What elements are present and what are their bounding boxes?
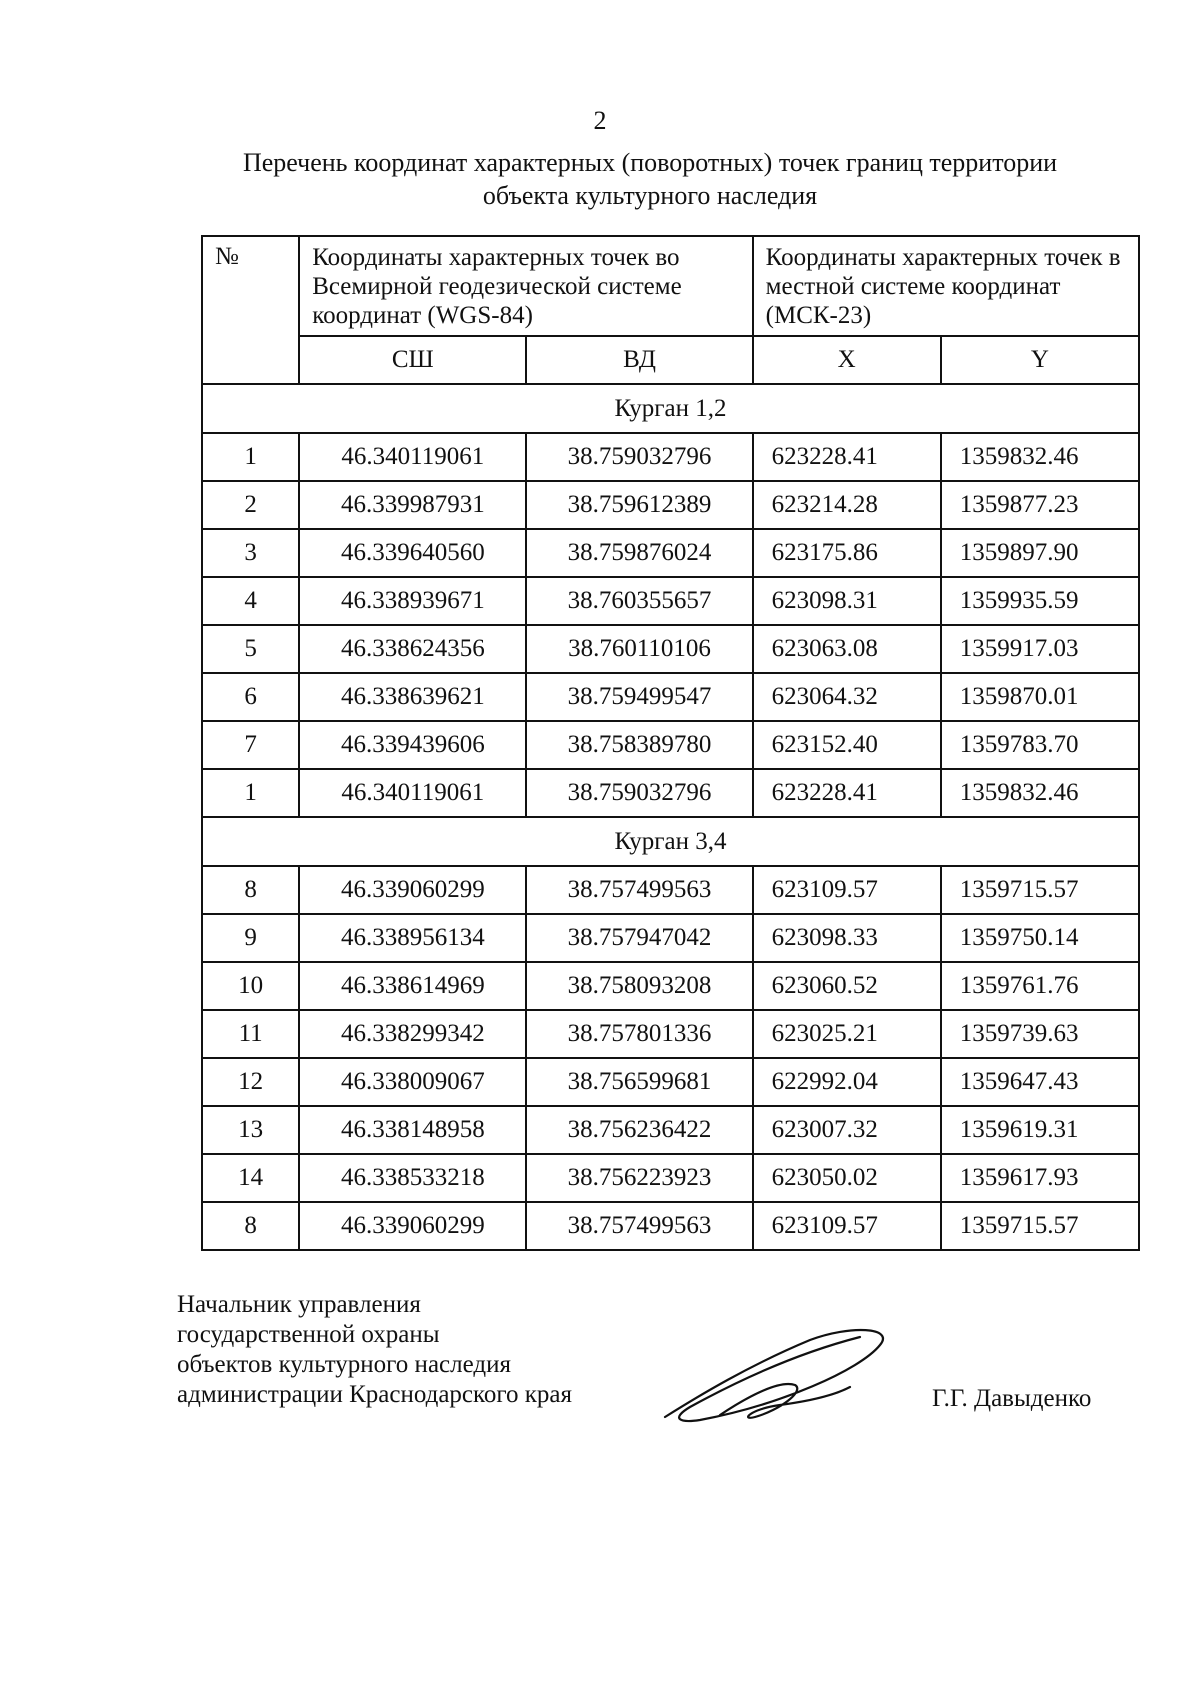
cell-lat: 46.338614969 bbox=[299, 962, 526, 1010]
cell-lon: 38.759499547 bbox=[526, 673, 752, 721]
cell-x: 623175.86 bbox=[753, 529, 941, 577]
table-row bbox=[202, 1154, 1139, 1202]
cell-y: 1359897.90 bbox=[941, 529, 1139, 577]
cell-x: 623007.32 bbox=[753, 1106, 941, 1154]
cell-y: 1359877.23 bbox=[941, 481, 1139, 529]
signatory-position-line: государственной охраны bbox=[177, 1321, 440, 1348]
table-row bbox=[202, 962, 1139, 1010]
cell-lat: 46.338148958 bbox=[299, 1106, 526, 1154]
signatory-name: Г.Г. Давыденко bbox=[932, 1385, 1092, 1412]
header-wgs-group: Координаты характерных точек во Всемирной геодезической системе координат (WGS-84) bbox=[299, 236, 752, 336]
cell-num: 13 bbox=[202, 1106, 299, 1154]
cell-x: 623025.21 bbox=[753, 1010, 941, 1058]
table-body bbox=[202, 384, 1139, 1250]
cell-num: 10 bbox=[202, 962, 299, 1010]
cell-lon: 38.756223923 bbox=[526, 1154, 752, 1202]
cell-x: 623050.02 bbox=[753, 1154, 941, 1202]
section-title: Курган 1,2 bbox=[202, 384, 1139, 433]
cell-y: 1359647.43 bbox=[941, 1058, 1139, 1106]
cell-y: 1359750.14 bbox=[941, 914, 1139, 962]
table-row bbox=[202, 433, 1139, 481]
cell-num: 6 bbox=[202, 673, 299, 721]
cell-lat: 46.339060299 bbox=[299, 866, 526, 914]
cell-lat: 46.338299342 bbox=[299, 1010, 526, 1058]
cell-num: 7 bbox=[202, 721, 299, 769]
cell-x: 623228.41 bbox=[753, 769, 941, 817]
cell-lon: 38.757499563 bbox=[526, 1202, 752, 1250]
cell-lon: 38.759876024 bbox=[526, 529, 752, 577]
cell-lon: 38.757947042 bbox=[526, 914, 752, 962]
cell-lon: 38.759612389 bbox=[526, 481, 752, 529]
cell-y: 1359761.76 bbox=[941, 962, 1139, 1010]
header-lon: ВД bbox=[526, 336, 752, 384]
header-number: № bbox=[202, 236, 299, 384]
signatory-position bbox=[177, 1290, 572, 1410]
cell-lon: 38.757499563 bbox=[526, 866, 752, 914]
cell-lat: 46.338533218 bbox=[299, 1154, 526, 1202]
page-number: 2 bbox=[593, 106, 607, 135]
cell-lat: 46.338624356 bbox=[299, 625, 526, 673]
header-y: Y bbox=[941, 336, 1139, 384]
cell-x: 623060.52 bbox=[753, 962, 941, 1010]
cell-lat: 46.339987931 bbox=[299, 481, 526, 529]
cell-y: 1359935.59 bbox=[941, 577, 1139, 625]
cell-lon: 38.756236422 bbox=[526, 1106, 752, 1154]
table-row bbox=[202, 914, 1139, 962]
signatory-position-line: администрации Краснодарского края bbox=[177, 1381, 573, 1408]
cell-x: 623109.57 bbox=[753, 866, 941, 914]
cell-x: 623214.28 bbox=[753, 481, 941, 529]
cell-num: 4 bbox=[202, 577, 299, 625]
signatory-position-line: Начальник управления bbox=[177, 1291, 421, 1318]
cell-y: 1359739.63 bbox=[941, 1010, 1139, 1058]
cell-y: 1359617.93 bbox=[941, 1154, 1139, 1202]
cell-num: 9 bbox=[202, 914, 299, 962]
section-row bbox=[202, 384, 1139, 433]
cell-y: 1359783.70 bbox=[941, 721, 1139, 769]
table-row bbox=[202, 673, 1139, 721]
cell-x: 622992.04 bbox=[753, 1058, 941, 1106]
cell-y: 1359917.03 bbox=[941, 625, 1139, 673]
table-row bbox=[202, 866, 1139, 914]
table-row bbox=[202, 481, 1139, 529]
table-row bbox=[202, 1010, 1139, 1058]
table-row bbox=[202, 721, 1139, 769]
cell-y: 1359715.57 bbox=[941, 866, 1139, 914]
cell-x: 623063.08 bbox=[753, 625, 941, 673]
table-row bbox=[202, 529, 1139, 577]
table-row bbox=[202, 1202, 1139, 1250]
cell-lat: 46.338939671 bbox=[299, 577, 526, 625]
cell-y: 1359870.01 bbox=[941, 673, 1139, 721]
cell-num: 3 bbox=[202, 529, 299, 577]
cell-lat: 46.339640560 bbox=[299, 529, 526, 577]
cell-x: 623152.40 bbox=[753, 721, 941, 769]
cell-lon: 38.760355657 bbox=[526, 577, 752, 625]
cell-x: 623228.41 bbox=[753, 433, 941, 481]
cell-lat: 46.338009067 bbox=[299, 1058, 526, 1106]
cell-lat: 46.339439606 bbox=[299, 721, 526, 769]
header-msk-group: Координаты характерных точек в местной системе координат (МСК-23) bbox=[753, 236, 1139, 336]
cell-lat: 46.338639621 bbox=[299, 673, 526, 721]
cell-num: 1 bbox=[202, 769, 299, 817]
cell-lat: 46.339060299 bbox=[299, 1202, 526, 1250]
cell-lon: 38.759032796 bbox=[526, 769, 752, 817]
signatory-position-line: объектов культурного наследия bbox=[177, 1351, 511, 1378]
table-row bbox=[202, 1106, 1139, 1154]
cell-num: 12 bbox=[202, 1058, 299, 1106]
cell-x: 623064.32 bbox=[753, 673, 941, 721]
document-title-line-1: Перечень координат характерных (поворотных) точек границ территории bbox=[242, 148, 1058, 177]
document-title-line-2: объекта культурного наследия bbox=[482, 181, 818, 210]
cell-lat: 46.338956134 bbox=[299, 914, 526, 962]
cell-x: 623098.33 bbox=[753, 914, 941, 962]
cell-lon: 38.758093208 bbox=[526, 962, 752, 1010]
header-x: X bbox=[753, 336, 941, 384]
cell-x: 623109.57 bbox=[753, 1202, 941, 1250]
section-row bbox=[202, 817, 1139, 866]
cell-num: 5 bbox=[202, 625, 299, 673]
cell-lon: 38.760110106 bbox=[526, 625, 752, 673]
cell-num: 8 bbox=[202, 866, 299, 914]
coordinates-table bbox=[201, 235, 1140, 1251]
cell-y: 1359832.46 bbox=[941, 769, 1139, 817]
cell-num: 1 bbox=[202, 433, 299, 481]
cell-lon: 38.757801336 bbox=[526, 1010, 752, 1058]
cell-num: 2 bbox=[202, 481, 299, 529]
handwritten-signature bbox=[660, 1325, 900, 1425]
cell-y: 1359715.57 bbox=[941, 1202, 1139, 1250]
document-title bbox=[150, 146, 1150, 212]
cell-y: 1359619.31 bbox=[941, 1106, 1139, 1154]
section-title: Курган 3,4 bbox=[202, 817, 1139, 866]
cell-lat: 46.340119061 bbox=[299, 769, 526, 817]
table-row bbox=[202, 577, 1139, 625]
cell-num: 11 bbox=[202, 1010, 299, 1058]
cell-x: 623098.31 bbox=[753, 577, 941, 625]
cell-y: 1359832.46 bbox=[941, 433, 1139, 481]
cell-lon: 38.759032796 bbox=[526, 433, 752, 481]
table-row bbox=[202, 769, 1139, 817]
header-lat: СШ bbox=[299, 336, 526, 384]
cell-lon: 38.756599681 bbox=[526, 1058, 752, 1106]
cell-lat: 46.340119061 bbox=[299, 433, 526, 481]
cell-num: 8 bbox=[202, 1202, 299, 1250]
table-row bbox=[202, 1058, 1139, 1106]
cell-lon: 38.758389780 bbox=[526, 721, 752, 769]
cell-num: 14 bbox=[202, 1154, 299, 1202]
table-row bbox=[202, 625, 1139, 673]
